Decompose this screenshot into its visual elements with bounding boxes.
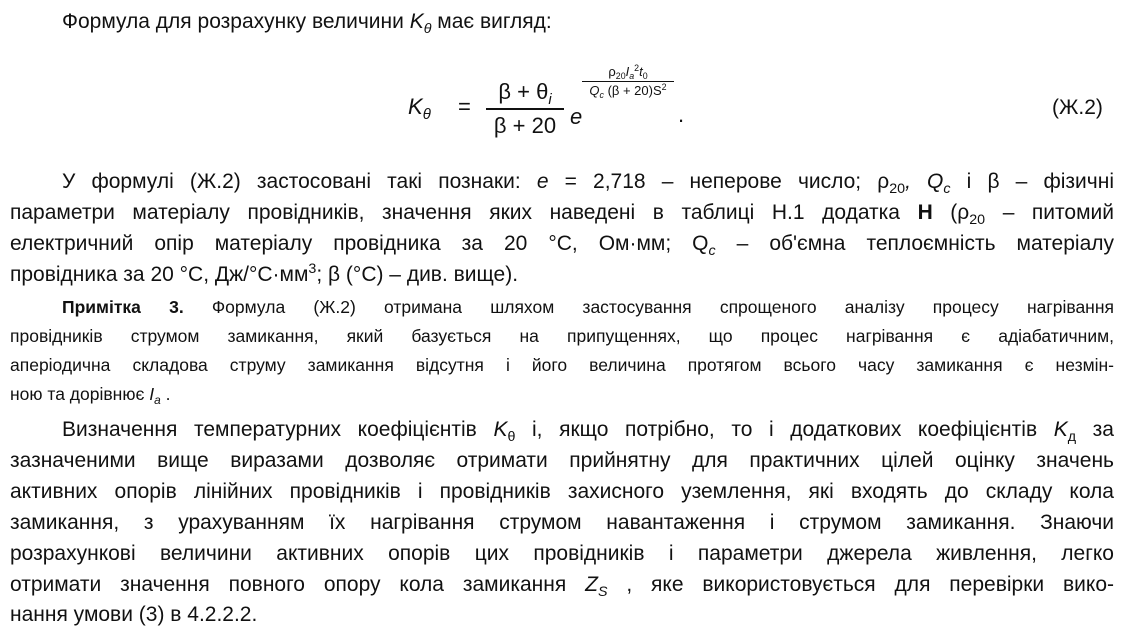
exponent-numerator: $\rho_{20}I_a^2t_0$ [608,63,648,82]
para1-line4: провідника за 20 °С, $Дж/^\circ С\cdot мм^3$; β (°С) – див. вище). [10,261,519,286]
note-line3: аперіодична складова струму замикання відсутня і його величина протягом всього часу замикання є незмін- [10,355,1114,375]
formula-fraction [486,78,564,140]
intro-text: Формула для розрахунку величини [62,10,410,33]
para2-line1: Визначення температурних коефіцієнтів $K_\theta$ і, якщо потрібно, то і додаткових коефіцієнтів $K_д$ за [62,418,1114,445]
formula-lhs: $K_\theta$ [408,94,431,124]
formula-exponent [582,64,674,99]
formula-exp-base: e [570,104,583,129]
formula-equals: = [458,94,471,119]
exponent-denominator: $Q_c$ $(\beta + 20)S^2$ [589,82,667,101]
note-line4: ною та дорівнює $I_a$ . [10,384,171,408]
para2-line2: зазначеними вище виразами дозволяє отримати прийнятну для практичних цілей оцінку значень [10,449,1114,472]
note-line2: провідників струмом замикання, який базується на припущеннях, що процес нагрівання є адіабатичним, [10,326,1114,346]
para2-line4: замикання, з урахуванням їх нагрівання струмом навантаження і струмом замикання. Знаючи [10,511,1114,534]
para2-line5: розрахункові величини активних опорів цих провідників і параметри джерела живлення, легко [10,542,1114,565]
para2-line3: активних опорів лінійних провідників і провідників захисного уземлення, які входять до складу кола [10,480,1114,503]
intro-line [62,8,552,36]
para1-line2: параметри матеріалу провідників, значення яких наведені в таблиці Н.1 додатка Н ($\rho_{20}$ – питомий [10,201,1114,228]
formula-label: (Ж.2) [1052,96,1103,119]
fraction-bar [486,108,564,110]
intro-text-end: має вигляд: [431,10,552,33]
para2-line7: нання умови (3) в 4.2.2.2. [10,603,258,626]
exponent-bar [582,81,674,82]
formula-period: . [678,102,685,127]
para2-line6: отримати значення повного опору кола замикання $Z_S$ , яке використовується для перевірки вико- [10,573,1114,600]
para1-line3: електричний опір матеріалу провідника за 20 °С, Ом·мм; $Q_c$ – об'ємна теплоємність матеріалу [10,232,1115,259]
note-line1: Примітка 3. Формула (Ж.2) отримана шляхом застосування спрощеного аналізу процесу нагрівання [62,297,1114,317]
formula-zh2 [408,58,708,148]
k-theta-symbol: $K_\theta$ [409,10,432,37]
formula-denominator: β + 20 [493,112,557,138]
formula-numerator: $\beta + \theta_i$ [498,79,552,109]
para1-line1: У формулі (Ж.2) застосовані такі познаки: e = 2,718 – неперове число; $\rho_{20}$, $Q_c$ і β – фізичні [62,170,1114,197]
note-label: Примітка 3. [62,297,184,317]
